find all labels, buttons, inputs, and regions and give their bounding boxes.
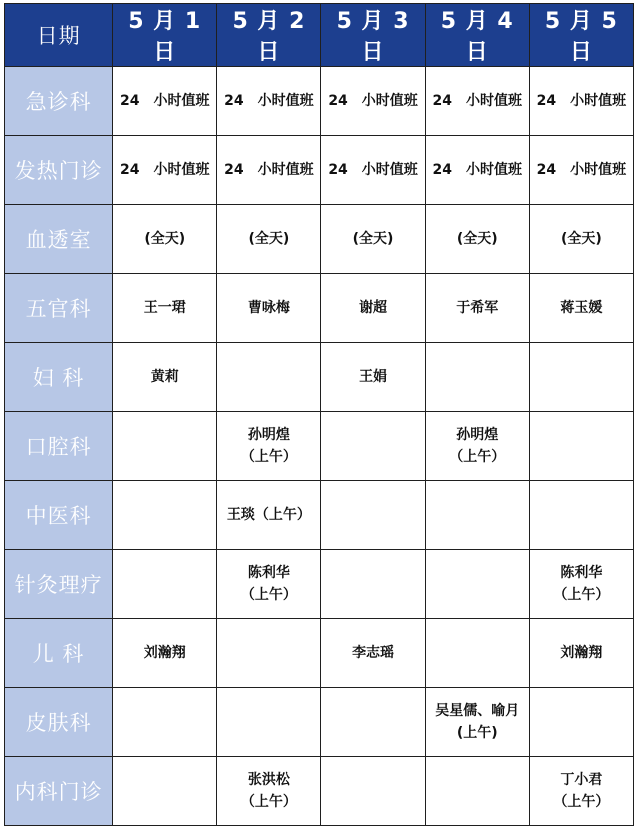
duty-text: 李志瑶 [352,645,395,661]
duty-cell [425,205,529,274]
duty-text: 黄莉 [150,369,179,385]
department-row [5,481,634,550]
department-row [5,550,634,619]
duty-cell [113,343,217,412]
department-row [5,205,634,274]
duty-text: 丁小君 [560,772,603,788]
day-header: 5 月 4 日 [425,4,529,67]
duty-cell [425,619,529,688]
duty-text: 24 小时值班 [120,93,210,109]
duty-text: 王琰（上午） [226,507,311,523]
duty-text: 曹咏梅 [247,300,290,316]
duty-schedule-table [4,3,634,826]
duty-text: 24 小时值班 [120,162,210,178]
duty-cell [529,136,633,205]
duty-text: (全天) [248,231,290,247]
duty-cell [113,550,217,619]
duty-cell [425,550,529,619]
duty-cell [529,688,633,757]
duty-cell [113,757,217,826]
duty-cell [217,205,321,274]
duty-text: (全天) [561,231,602,247]
department-row [5,274,634,343]
duty-text: 24 小时值班 [432,162,522,178]
duty-cell [425,343,529,412]
duty-text: （上午） [240,449,297,465]
department-label: 发热门诊 [5,136,113,205]
department-row [5,757,634,826]
duty-text: (全天) [352,231,394,247]
department-row [5,67,634,136]
department-label: 中医科 [5,481,113,550]
date-corner-header: 日期 [5,4,113,67]
department-row [5,688,634,757]
duty-cell [321,481,425,550]
duty-cell [425,67,529,136]
duty-text: （上午） [240,794,297,810]
duty-cell [113,136,217,205]
duty-cell [217,550,321,619]
duty-cell [529,550,633,619]
duty-cell [217,343,321,412]
department-label: 五官科 [5,274,113,343]
duty-cell [321,67,425,136]
duty-text: 陈利华 [560,565,603,581]
department-label: 妇 科 [5,343,113,412]
duty-cell [113,412,217,481]
duty-text: 孙明煌 [456,427,499,443]
duty-text: 陈利华 [247,565,290,581]
duty-cell [425,274,529,343]
duty-cell [113,274,217,343]
day-header: 5 月 5 日 [529,4,633,67]
department-row [5,136,634,205]
duty-text: 24 小时值班 [224,93,314,109]
duty-cell [321,205,425,274]
duty-cell [529,205,633,274]
department-label: 内科门诊 [5,757,113,826]
duty-cell [217,619,321,688]
duty-cell [529,274,633,343]
duty-cell [529,757,633,826]
duty-cell [217,481,321,550]
duty-text: 谢超 [359,300,388,316]
duty-text: 刘瀚翔 [560,645,603,661]
duty-cell [321,619,425,688]
duty-cell [217,274,321,343]
duty-text: 刘瀚翔 [143,645,186,661]
duty-cell [321,550,425,619]
duty-text: (上午) [456,725,498,741]
duty-text: 24 小时值班 [432,93,522,109]
duty-text: 24 小时值班 [536,162,627,178]
duty-cell [321,412,425,481]
duty-text: （上午） [449,449,506,465]
duty-text: (全天) [144,231,186,247]
duty-cell [113,67,217,136]
department-row [5,619,634,688]
duty-cell [321,757,425,826]
duty-text: 24 小时值班 [224,162,314,178]
duty-text: 孙明煌 [247,427,290,443]
duty-cell [529,619,633,688]
duty-text: 蒋玉媛 [560,300,603,316]
duty-cell [217,136,321,205]
schedule-body [5,67,634,826]
department-label: 急诊科 [5,67,113,136]
duty-cell [425,481,529,550]
department-label: 皮肤科 [5,688,113,757]
duty-text: 张洪松 [247,772,290,788]
department-row [5,343,634,412]
department-label: 血透室 [5,205,113,274]
duty-cell [113,481,217,550]
duty-cell [321,343,425,412]
duty-text: 24 小时值班 [536,93,627,109]
day-header: 5 月 3 日 [321,4,425,67]
duty-cell [113,688,217,757]
department-label: 儿 科 [5,619,113,688]
duty-text: 24 小时值班 [328,162,418,178]
duty-text: 吴星儒、喻月 [435,703,520,719]
duty-cell [113,619,217,688]
department-label: 口腔科 [5,412,113,481]
duty-cell [321,136,425,205]
duty-text: （上午） [240,587,297,603]
duty-cell [425,412,529,481]
department-label: 针灸理疗 [5,550,113,619]
duty-cell [529,67,633,136]
duty-text: （上午） [553,794,610,810]
duty-cell [217,757,321,826]
duty-cell [529,412,633,481]
duty-cell [529,481,633,550]
duty-text: 24 小时值班 [328,93,418,109]
duty-text: (全天) [456,231,498,247]
duty-text: （上午） [553,587,610,603]
duty-cell [217,67,321,136]
header-row [5,4,634,67]
duty-cell [529,343,633,412]
duty-text: 王一珺 [143,300,186,316]
duty-cell [425,757,529,826]
duty-cell [321,274,425,343]
duty-cell [425,688,529,757]
duty-text: 王娟 [359,369,388,385]
day-header: 5 月 1 日 [113,4,217,67]
duty-cell [321,688,425,757]
duty-cell [217,412,321,481]
department-row [5,412,634,481]
duty-cell [425,136,529,205]
duty-cell [217,688,321,757]
duty-cell [113,205,217,274]
day-header: 5 月 2 日 [217,4,321,67]
duty-text: 于希军 [456,300,499,316]
